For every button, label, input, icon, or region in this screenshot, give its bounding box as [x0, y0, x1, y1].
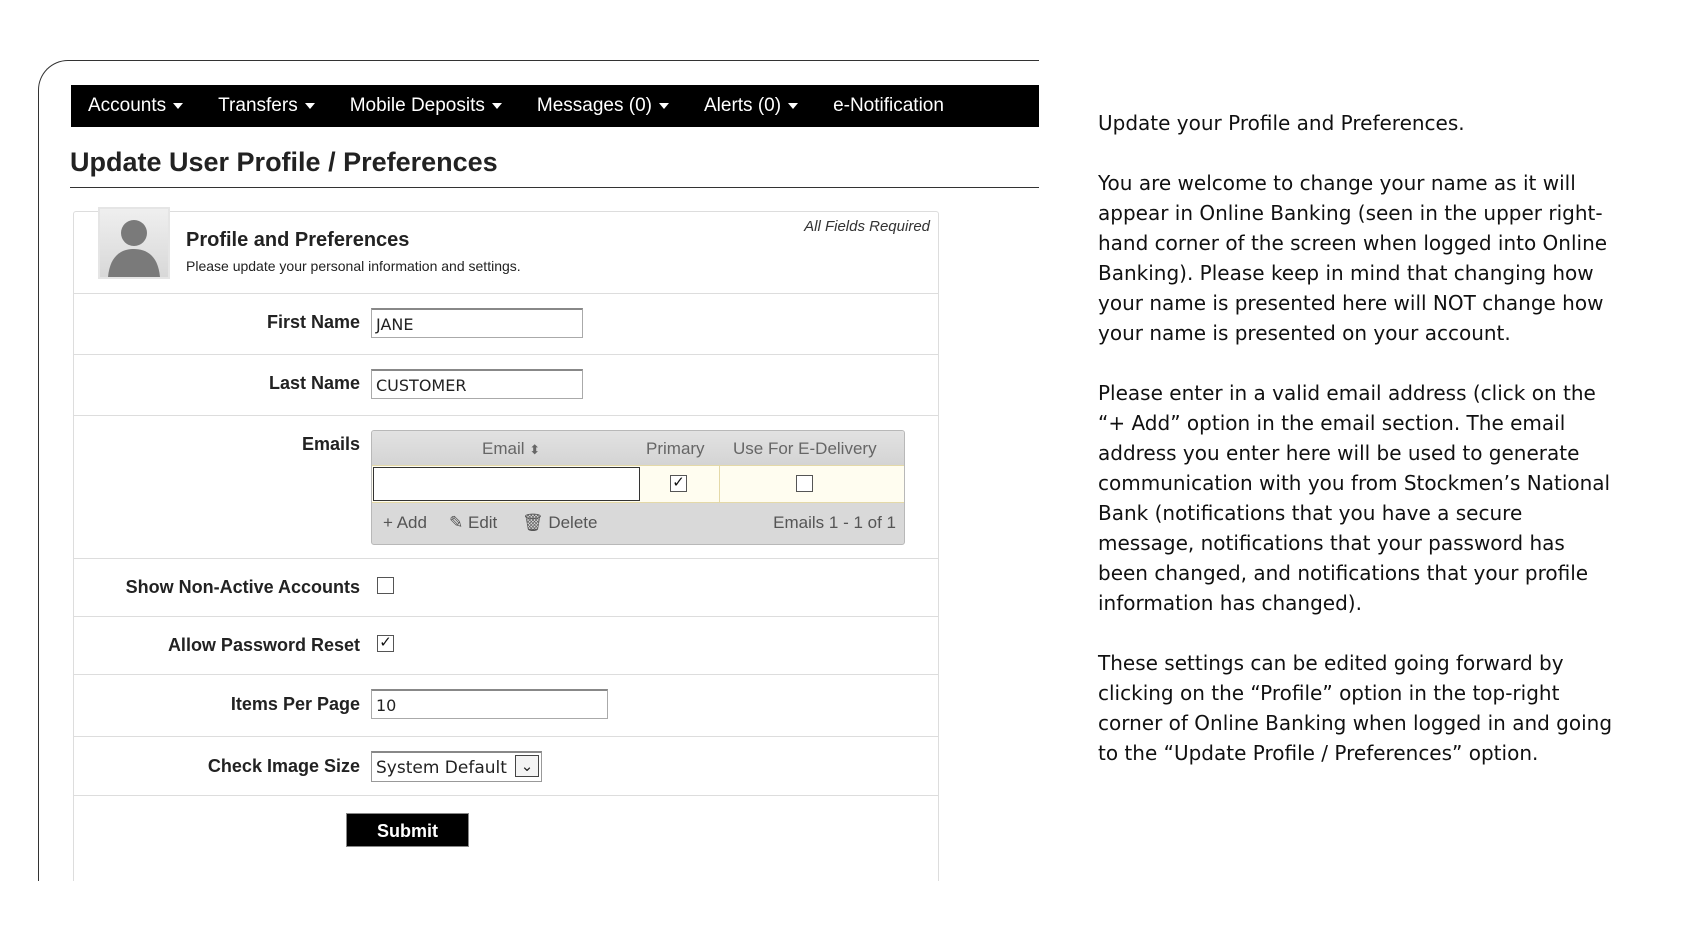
nav-accounts-label: Accounts	[88, 95, 167, 116]
allow-password-reset-row	[74, 616, 938, 675]
items-per-page-row	[74, 674, 938, 737]
emails-grid-header	[372, 431, 904, 465]
last-name-label: Last Name	[268, 373, 360, 393]
check-image-size-value: System Default	[376, 758, 507, 778]
nav-e-notification[interactable]	[833, 95, 944, 117]
e-delivery-checkbox[interactable]	[796, 475, 813, 492]
emails-grid	[371, 430, 905, 545]
instructions-paragraph-2: You are welcome to change your name as it will appear in Online Banking (seen in the upper right-hand corner of the screen when logged into Online Banking). Please keep in mind that changing how your name is presented here will NOT change how your name is presented on your account.	[1098, 171, 1608, 345]
nav-transfers-label: Transfers	[218, 95, 298, 116]
emails-grid-footer	[372, 501, 904, 544]
nav-e-notification-label: e-Notification	[833, 95, 944, 116]
caret-down-icon	[173, 103, 183, 109]
first-name-label: First Name	[266, 312, 360, 332]
nav-mobile-deposits-label: Mobile Deposits	[349, 95, 485, 116]
nav-accounts[interactable]	[88, 95, 183, 117]
caret-down-icon	[305, 103, 315, 109]
edit-email-button[interactable]	[449, 513, 497, 533]
submit-button[interactable]: Submit	[346, 813, 469, 847]
instructions-text	[1098, 108, 1618, 798]
column-header-primary[interactable]: Primary	[646, 439, 705, 458]
panel-header	[74, 212, 938, 294]
allow-password-reset-label: Allow Password Reset	[167, 635, 360, 655]
show-non-active-checkbox[interactable]	[377, 577, 394, 594]
emails-row	[74, 415, 938, 559]
nav-mobile-deposits[interactable]	[350, 95, 502, 117]
check-image-size-label: Check Image Size	[207, 756, 360, 776]
column-header-e-delivery[interactable]: Use For E-Delivery	[733, 439, 877, 458]
pencil-icon: ✎	[449, 513, 464, 532]
caret-down-icon	[788, 103, 798, 109]
nav-messages[interactable]	[537, 95, 669, 117]
submit-row	[74, 795, 938, 875]
nav-alerts-label: Alerts (0)	[703, 95, 782, 116]
profile-panel	[73, 211, 939, 881]
title-divider	[70, 187, 1039, 188]
check-image-size-select[interactable]	[371, 751, 542, 782]
allow-password-reset-checkbox[interactable]: ✓	[377, 635, 394, 652]
delete-label: Delete	[548, 513, 598, 532]
items-per-page-input[interactable]: 10	[371, 689, 608, 719]
last-name-row	[74, 354, 938, 416]
instructions-paragraph-1: Update your Profile and Preferences.	[1098, 111, 1465, 135]
trash-icon: 🗑	[522, 513, 544, 532]
check-image-size-row	[74, 736, 938, 796]
caret-down-icon	[492, 103, 502, 109]
page-title: Update User Profile / Preferences	[70, 147, 498, 177]
column-header-email[interactable]	[482, 439, 540, 459]
items-per-page-label: Items Per Page	[230, 694, 360, 714]
delete-email-button[interactable]	[522, 513, 597, 533]
emails-label: Emails	[301, 434, 360, 454]
panel-subheading: Please update your personal information and settings.	[186, 258, 521, 274]
primary-checkbox[interactable]: ✓	[670, 475, 687, 492]
sort-icon: ⬍	[529, 442, 541, 457]
email-table-row[interactable]	[372, 465, 904, 503]
required-note: All Fields Required	[804, 218, 930, 235]
show-non-active-label: Show Non-Active Accounts	[125, 577, 360, 597]
last-name-input[interactable]: CUSTOMER	[371, 369, 583, 399]
caret-down-icon	[659, 103, 669, 109]
nav-alerts[interactable]	[704, 95, 798, 117]
first-name-input[interactable]: JANE	[371, 308, 583, 338]
column-email-label: Email	[482, 439, 525, 458]
nav-messages-label: Messages (0)	[536, 95, 652, 116]
top-navbar	[71, 85, 1039, 127]
panel-heading: Profile and Preferences	[186, 229, 410, 251]
nav-transfers[interactable]	[218, 95, 315, 117]
add-email-button[interactable]: + Add	[383, 513, 427, 532]
email-cell[interactable]	[373, 467, 640, 501]
instructions-paragraph-4: These settings can be edited going forward by clicking on the “Profile” option in the top-right corner of Online Banking when logged in and going to the “Update Profile / Preferences” option.	[1098, 651, 1613, 765]
emails-pager: Emails 1 - 1 of 1	[773, 513, 896, 532]
show-non-active-row	[74, 558, 938, 617]
user-silhouette-icon	[98, 207, 170, 279]
chevron-down-icon[interactable]: ⌄	[515, 755, 539, 777]
column-separator	[719, 466, 720, 502]
edit-label: Edit	[467, 513, 498, 532]
instructions-paragraph-3: Please enter in a valid email address (click on the “+ Add” option in the email section. The email address you enter here will be used to generate communication with you from Stockmen’s National Bank (notifications that you have a secure message, notifications that your password has been changed, and notifications that your profile information has changed).	[1098, 381, 1611, 615]
screenshot-frame	[38, 60, 1039, 881]
first-name-row	[74, 293, 938, 355]
